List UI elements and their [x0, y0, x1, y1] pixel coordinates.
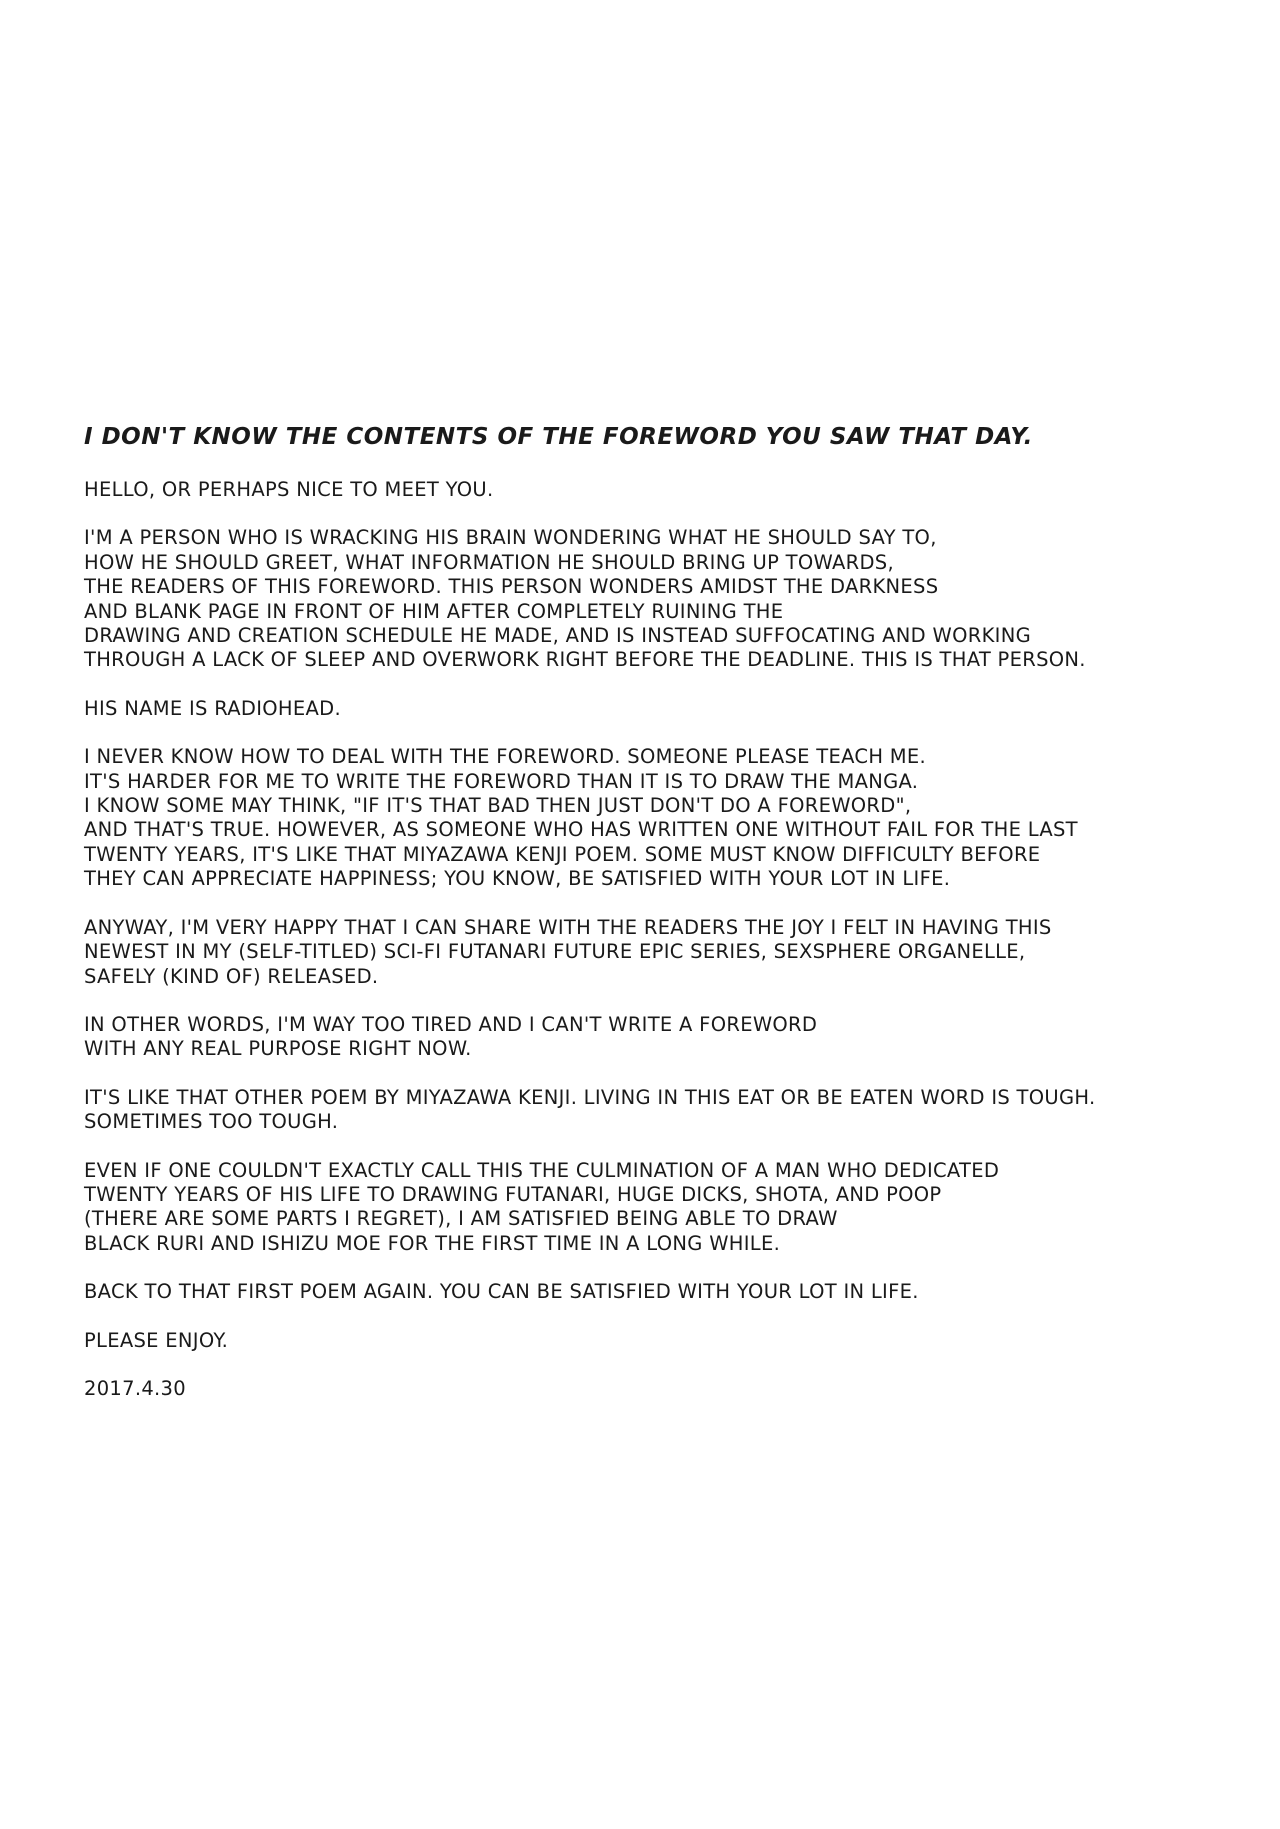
text-line: (THERE ARE SOME PARTS I REGRET), I AM SATISFIED BEING ABLE TO DRAW: [84, 1207, 838, 1231]
text-line: DRAWING AND CREATION SCHEDULE HE MADE, AND IS INSTEAD SUFFOCATING AND WORKING: [84, 624, 1032, 648]
paragraph-self-introduction: [84, 526, 1214, 672]
paragraph-first-poem: [84, 1280, 1214, 1304]
text-line: TWENTY YEARS, IT'S LIKE THAT MIYAZAWA KENJI POEM. SOME MUST KNOW DIFFICULTY BEFORE: [84, 842, 1041, 866]
text-line: IN OTHER WORDS, I'M WAY TOO TIRED AND I CAN'T WRITE A FOREWORD: [84, 1012, 818, 1036]
text-line: BLACK RURI AND ISHIZU MOE FOR THE FIRST TIME IN A LONG WHILE.: [84, 1231, 781, 1255]
text-line: SAFELY (KIND OF) RELEASED.: [84, 964, 379, 988]
paragraph-greeting: [84, 478, 1214, 502]
text-line: WITH ANY REAL PURPOSE RIGHT NOW.: [84, 1037, 472, 1061]
text-line: I KNOW SOME MAY THINK, "IF IT'S THAT BAD THEN JUST DON'T DO A FOREWORD",: [84, 794, 912, 818]
paragraph-enjoy: [84, 1329, 1214, 1353]
text-line: ANYWAY, I'M VERY HAPPY THAT I CAN SHARE WITH THE READERS THE JOY I FELT IN HAVING THIS: [84, 915, 1052, 939]
text-line: IT'S HARDER FOR ME TO WRITE THE FOREWORD THAN IT IS TO DRAW THE MANGA.: [84, 769, 919, 793]
text-line: THE READERS OF THIS FOREWORD. THIS PERSON WONDERS AMIDST THE DARKNESS: [84, 575, 939, 599]
date-line: 2017.4.30: [84, 1376, 186, 1400]
text-line: I'M A PERSON WHO IS WRACKING HIS BRAIN WONDERING WHAT HE SHOULD SAY TO,: [84, 526, 937, 550]
text-line: HELLO, OR PERHAPS NICE TO MEET YOU.: [84, 478, 494, 501]
paragraph-other-poem: [84, 1086, 1214, 1135]
text-line: HOW HE SHOULD GREET, WHAT INFORMATION HE SHOULD BRING UP TOWARDS,: [84, 550, 894, 574]
text-line: AND THAT'S TRUE. HOWEVER, AS SOMEONE WHO HAS WRITTEN ONE WITHOUT FAIL FOR THE LAST: [84, 818, 1078, 842]
text-line: NEWEST IN MY (SELF-TITLED) SCI-FI FUTANARI FUTURE EPIC SERIES, SEXSPHERE ORGANELLE,: [84, 940, 1026, 964]
foreword-date: [84, 1377, 1214, 1401]
paragraph-name: [84, 697, 1214, 721]
text-line: AND BLANK PAGE IN FRONT OF HIM AFTER COMPLETELY RUINING THE: [84, 599, 784, 623]
text-line: BACK TO THAT FIRST POEM AGAIN. YOU CAN BE SATISFIED WITH YOUR LOT IN LIFE.: [84, 1280, 919, 1304]
text-line: I NEVER KNOW HOW TO DEAL WITH THE FOREWORD. SOMEONE PLEASE TEACH ME.: [84, 745, 927, 769]
text-line: THROUGH A LACK OF SLEEP AND OVERWORK RIGHT BEFORE THE DEADLINE. THIS IS THAT PERSON.: [84, 648, 1086, 672]
paragraph-release: [84, 916, 1214, 989]
paragraph-foreword-difficulty: [84, 745, 1214, 891]
foreword-title: I DON'T KNOW THE CONTENTS OF THE FOREWORD YOU SAW THAT DAY.: [84, 424, 1033, 450]
paragraph-tired: [84, 1013, 1214, 1062]
paragraph-culmination: [84, 1159, 1214, 1257]
text-line: SOMETIMES TOO TOUGH.: [84, 1110, 339, 1134]
text-line: IT'S LIKE THAT OTHER POEM BY MIYAZAWA KENJI. LIVING IN THIS EAT OR BE EATEN WORD IS TOUGH.: [84, 1085, 1096, 1109]
text-line: THEY CAN APPRECIATE HAPPINESS; YOU KNOW, BE SATISFIED WITH YOUR LOT IN LIFE.: [84, 867, 951, 891]
foreword-block: [84, 422, 1214, 1425]
text-line: EVEN IF ONE COULDN'T EXACTLY CALL THIS THE CULMINATION OF A MAN WHO DEDICATED: [84, 1158, 1000, 1182]
text-line: HIS NAME IS RADIOHEAD.: [84, 696, 341, 720]
text-line: PLEASE ENJOY.: [84, 1328, 229, 1352]
text-line: TWENTY YEARS OF HIS LIFE TO DRAWING FUTANARI, HUGE DICKS, SHOTA, AND POOP: [84, 1182, 942, 1206]
